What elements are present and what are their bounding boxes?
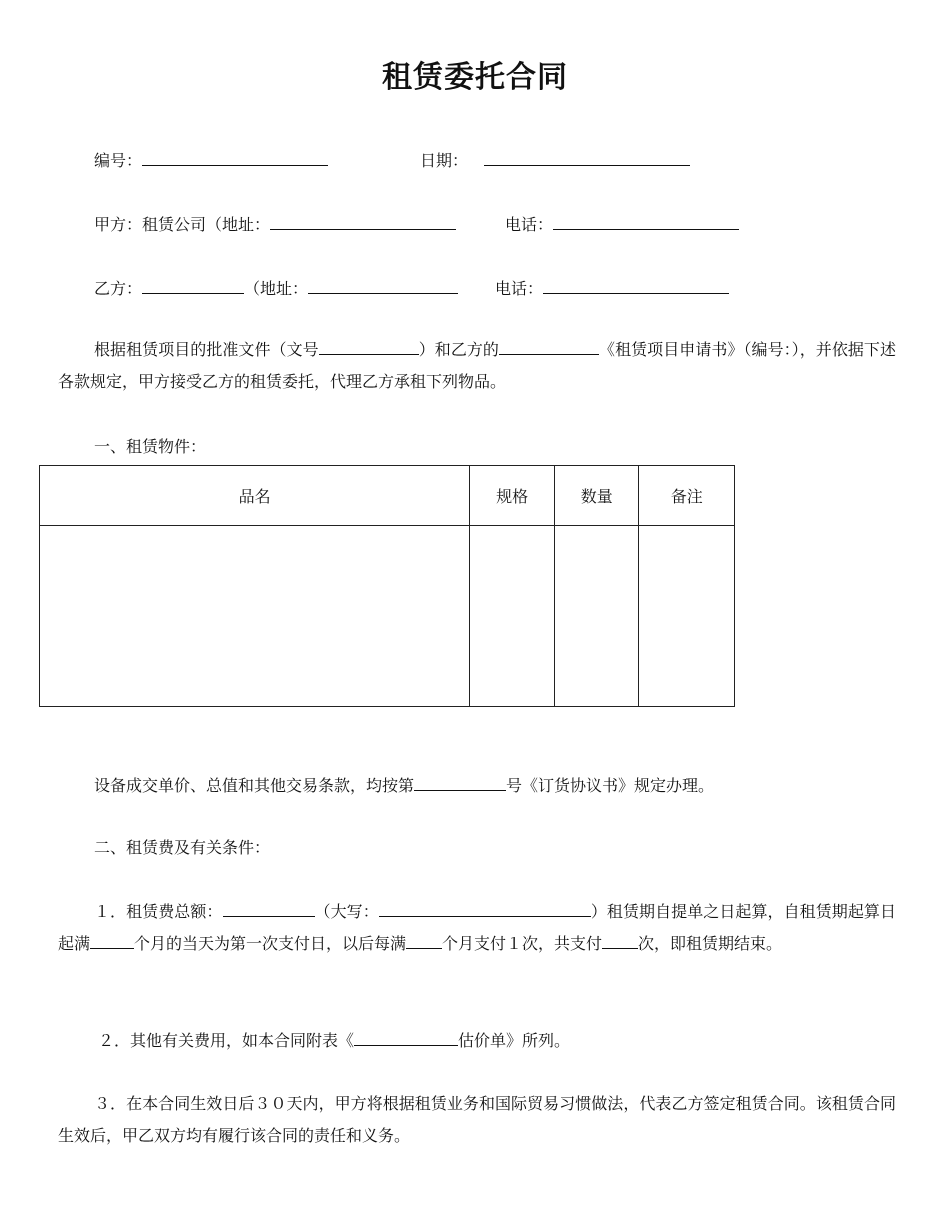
column-header-remarks: 备注 [639, 466, 735, 526]
contract-number-blank[interactable] [142, 149, 328, 166]
document-title: 租赁委托合同 [382, 60, 568, 95]
party-b-name-blank[interactable] [142, 277, 244, 294]
section-1-heading: 一、租赁物件： [94, 437, 207, 456]
contract-number-label: 编号： [94, 151, 143, 170]
party-a-phone-label: 电话： [505, 215, 554, 234]
estimate-name-blank[interactable] [354, 1029, 458, 1046]
payment-count-blank[interactable] [602, 932, 638, 949]
party-b-address-blank[interactable] [308, 277, 458, 294]
intro-paragraph [58, 334, 896, 398]
intro-text-4: ），并依据下述各款规定，甲方接受乙方的租赁委托，代理乙方承租下列物品。 [58, 340, 896, 391]
clause-1-text-5: 个月支付１次，共支付 [442, 934, 603, 953]
total-rent-blank[interactable] [223, 900, 315, 917]
intro-text-2: ）和乙方的 [418, 340, 499, 359]
payment-interval-months-blank[interactable] [406, 932, 442, 949]
party-a-label: 甲方：租赁公司（地址： [94, 215, 271, 234]
clause-3-paragraph: ３．在本合同生效日后３０天内，甲方将根据租赁业务和国际贸易习惯做法，代表乙方签定租赁合同。该租赁合同生效后，甲乙双方均有履行该合同的责任和义务。 [58, 1094, 896, 1145]
party-b-phone-blank[interactable] [543, 277, 729, 294]
section-2-heading: 二、租赁费及有关条件： [94, 838, 271, 857]
approval-doc-number-blank[interactable] [319, 338, 419, 355]
party-b-phone-label: 电话： [495, 279, 544, 298]
clause-1-text-6: 次，即租赁期结束。 [638, 934, 783, 953]
party-a-phone-blank[interactable] [553, 213, 739, 230]
clause-1-paragraph [58, 896, 896, 960]
total-rent-uppercase-blank[interactable] [379, 900, 591, 917]
clause-2-text-1: ２．其他有关费用，如本合同附表《 [98, 1031, 355, 1050]
intro-text-3: 《租赁项目申请书》（编号： [598, 340, 792, 359]
clause-1-text-3: ）租赁期自提单之日起算，自租赁期起算日起满 [58, 902, 896, 953]
item-remarks-cell[interactable] [639, 526, 735, 707]
contract-number-line [94, 149, 328, 171]
trade-terms-line [94, 774, 714, 796]
table-row [40, 526, 735, 707]
clause-1-text-1: １．租赁费总额： [94, 902, 223, 921]
party-a-address-blank[interactable] [270, 213, 456, 230]
clause-2-text-2: 估价单》所列。 [458, 1031, 571, 1050]
party-b-line [94, 277, 458, 299]
clause-1-text-4: 个月的当天为第一次支付日，以后每满 [134, 934, 407, 953]
item-spec-cell[interactable] [470, 526, 555, 707]
party-b-project-blank[interactable] [499, 338, 599, 355]
lease-items-table [39, 465, 735, 707]
date-line [420, 149, 690, 171]
table-header-row [40, 466, 735, 526]
item-quantity-cell[interactable] [554, 526, 639, 707]
clause-1-text-2: （大写： [314, 902, 379, 921]
trade-terms-text-1: 设备成交单价、总值和其他交易条款，均按第 [94, 776, 415, 795]
order-agreement-number-blank[interactable] [414, 774, 506, 791]
item-name-cell[interactable] [40, 526, 470, 707]
party-b-phone-line [495, 277, 729, 299]
first-payment-months-blank[interactable] [90, 932, 134, 949]
party-b-address-label: （地址： [244, 279, 309, 298]
trade-terms-text-2: 号《订货协议书》规定办理。 [506, 776, 715, 795]
column-header-name: 品名 [40, 466, 470, 526]
clause-2-line [94, 1029, 570, 1051]
column-header-quantity: 数量 [554, 466, 639, 526]
party-a-phone-line [505, 213, 739, 235]
intro-text-1: 根据租赁项目的批准文件（文号 [94, 340, 319, 359]
party-a-line [94, 213, 456, 235]
column-header-spec: 规格 [470, 466, 555, 526]
party-b-label: 乙方： [94, 279, 143, 298]
date-blank[interactable] [484, 149, 690, 166]
date-label: 日期： [420, 151, 469, 170]
